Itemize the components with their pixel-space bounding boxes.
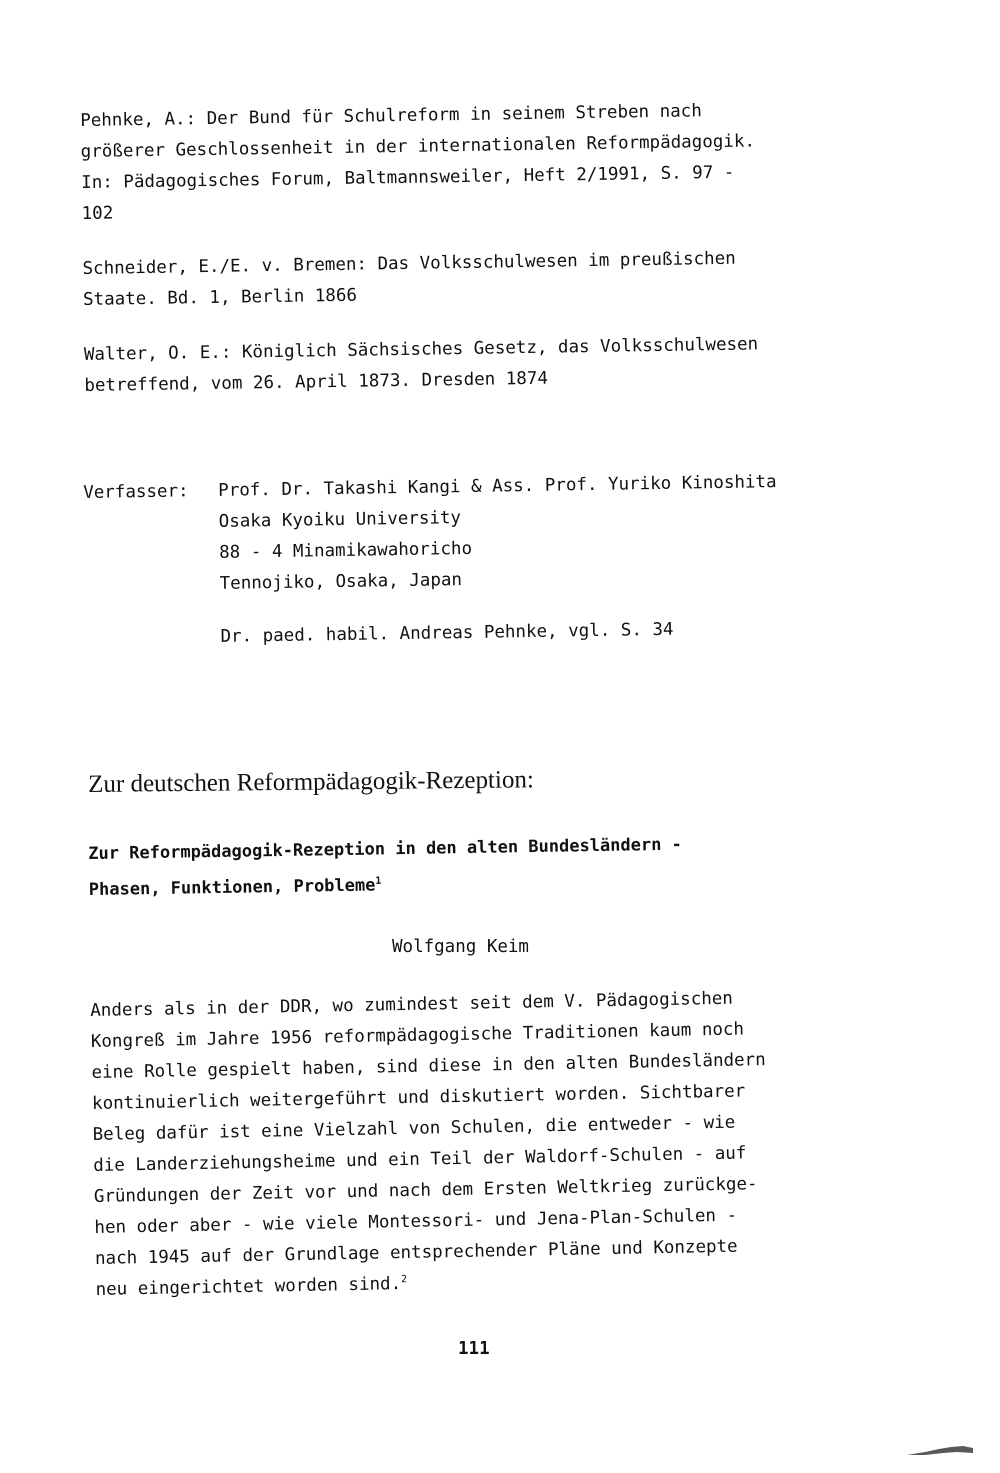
body-line: die Landerziehungsheime und ein Teil der Waldorf-Schulen - auf <box>93 1143 747 1176</box>
footnote-marker: 1 <box>375 875 382 887</box>
body-line: Kongreß im Jahre 1956 reformpädagogische Traditionen kaum noch <box>90 1019 745 1052</box>
body-line: kontinuierlich weitergeführt und diskutiert worden. Sichtbarer <box>91 1081 746 1114</box>
footnote-marker: 2 <box>400 1274 408 1286</box>
body-line: eine Rolle gespielt haben, sind diese in den alten Bundesländern <box>91 1050 766 1083</box>
article-title <box>88 823 889 908</box>
author-line: Osaka Kyoiku University <box>218 508 462 532</box>
reference-line: Staate. Bd. 1, Berlin 1866 <box>82 285 358 310</box>
second-author-line: Dr. paed. habil. Andreas Pehnke, vgl. S. 34 <box>220 619 674 647</box>
reference-line: Walter, O. E.: Königlich Sächsisches Gesetz, das Volksschulwesen <box>83 334 759 365</box>
body-line: nach 1945 auf der Grundlage entsprechender Pläne und Konzepte <box>94 1236 738 1269</box>
reference-line: In: Pädagogisches Forum, Baltmannsweiler, Heft 2/1991, S. 97 - <box>81 162 735 193</box>
body-line: Beleg dafür ist eine Vielzahl von Schulen, die entweder - wie <box>92 1112 736 1145</box>
body-last-line-text: neu eingerichtet worden sind. <box>95 1274 402 1300</box>
article-title-line: Zur Reformpädagogik-Rezeption in den alten Bundesländern - <box>88 834 682 864</box>
article-author: Wolfgang Keim <box>392 937 529 957</box>
body-line: Anders als in der DDR, wo zumindest seit dem V. Pädagogischen <box>90 988 734 1021</box>
reference-line: betreffend, vom 26. April 1873. Dresden 1874 <box>84 368 549 396</box>
article-title-text: Phasen, Funktionen, Probleme <box>88 875 376 900</box>
scan-artifact <box>905 1440 975 1458</box>
author-line: Prof. Dr. Takashi Kangi & Ass. Prof. Yuriko Kinoshita <box>218 472 777 501</box>
reference-line: Schneider, E./E. v. Bremen: Das Volksschulwesen im preußischen <box>82 248 736 279</box>
body-line: Gründungen der Zeit vor und nach dem Ersten Weltkrieg zurückge- <box>93 1174 758 1207</box>
reference-list <box>80 94 865 426</box>
page-number: 111 <box>458 1339 490 1359</box>
reference-line: größerer Geschlossenheit in der internationalen Reformpädagogik. <box>80 131 756 162</box>
author-line: Tennojiko, Osaka, Japan <box>219 570 463 594</box>
reference-entry <box>82 242 863 316</box>
body-line: hen oder aber - wie viele Montessori- und Jena-Plan-Schulen - <box>94 1205 738 1238</box>
author-line: 88 - 4 Minamikawahoricho <box>219 538 473 563</box>
authors-block <box>83 466 866 655</box>
reference-entry <box>80 94 862 230</box>
reference-line: 102 <box>81 203 114 224</box>
section-heading: Zur deutschen Reformpädagogik-Rezeption: <box>88 766 534 798</box>
reference-entry <box>84 328 865 402</box>
reference-line: Pehnke, A.: Der Bund für Schulreform in seinem Streben nach <box>80 101 702 131</box>
article-body <box>90 981 886 1306</box>
authors-label: Verfasser: <box>83 481 189 503</box>
